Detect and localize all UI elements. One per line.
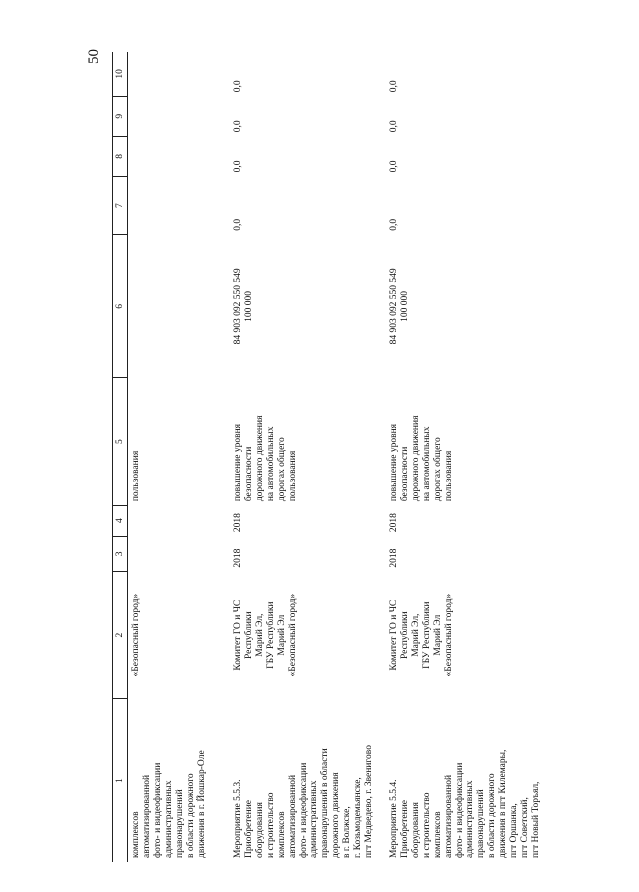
cell-description bbox=[230, 699, 386, 862]
text-line: оборудования bbox=[410, 802, 421, 858]
text-line: «Безопасный город» bbox=[287, 593, 298, 677]
text-line: ГБУ Республики bbox=[421, 601, 432, 669]
header-col-7: 7 bbox=[113, 176, 128, 234]
cell-description bbox=[386, 699, 545, 862]
text-line: 100 000 bbox=[243, 290, 254, 322]
text-line: на автомобильных bbox=[265, 426, 276, 502]
header-col-10: 10 bbox=[113, 52, 128, 96]
text-line: Мероприятие 5.5.3. bbox=[233, 779, 243, 858]
text-line: правонарушений bbox=[476, 789, 487, 858]
cell-executor bbox=[386, 572, 545, 699]
cell-start-year bbox=[128, 536, 231, 572]
cell-value-10: 0,0 bbox=[389, 80, 399, 93]
text-line: комплексов bbox=[131, 811, 141, 858]
text-line: в области дорожного bbox=[185, 773, 196, 858]
header-col-4: 4 bbox=[113, 505, 128, 536]
text-line: оборудования bbox=[254, 802, 265, 858]
header-col-8: 8 bbox=[113, 136, 128, 176]
header-col-5: 5 bbox=[113, 378, 128, 505]
cell-code bbox=[386, 235, 545, 378]
cell-value-7 bbox=[128, 176, 231, 234]
cell-value-9: 0,0 bbox=[233, 120, 243, 133]
cell-value-9: 0,0 bbox=[389, 120, 399, 133]
text-line: фото- и видеофиксации bbox=[298, 762, 309, 858]
header-col-9: 9 bbox=[113, 96, 128, 136]
text-line: 100 000 bbox=[399, 290, 410, 322]
table-row-continuation bbox=[128, 52, 231, 862]
text-line: повышение уровня bbox=[389, 423, 399, 502]
text-line: 84 903 092 550 549 bbox=[389, 268, 399, 345]
text-line: Комитет ГО и ЧС bbox=[389, 599, 399, 671]
text-line: безопасности bbox=[399, 446, 410, 502]
cell-value-8: 0,0 bbox=[233, 160, 243, 173]
text-line: и строительство bbox=[421, 792, 432, 858]
text-line: Приобретение bbox=[243, 800, 254, 858]
header-col-6: 6 bbox=[113, 235, 128, 378]
text-line: пгт Медведево, г. Звенигово bbox=[364, 745, 375, 858]
header-col-3: 3 bbox=[113, 536, 128, 572]
cell-end-year: 2018 bbox=[389, 513, 399, 533]
text-line: г. Козьмодемьянске, bbox=[353, 777, 364, 858]
header-row bbox=[113, 52, 128, 862]
header-col-2: 2 bbox=[113, 572, 128, 699]
text-line: пгт Оршанка, bbox=[509, 803, 520, 858]
text-line: дорожного движения bbox=[331, 772, 342, 858]
text-line: Марий Эл bbox=[432, 614, 443, 656]
text-line: автоматизированной bbox=[141, 774, 152, 858]
cell-result bbox=[386, 378, 545, 505]
cell-result bbox=[128, 378, 231, 505]
text-line: Мероприятие 5.5.4. bbox=[389, 779, 399, 858]
text-line: Республики bbox=[243, 611, 254, 660]
program-table bbox=[112, 52, 545, 862]
text-line: комплексов bbox=[432, 811, 443, 858]
text-line: автоматизированной bbox=[287, 774, 298, 858]
table-row bbox=[230, 52, 386, 862]
text-line: фото- и видеофиксации bbox=[152, 762, 163, 858]
text-line: дорогах общего bbox=[432, 437, 443, 502]
text-line: Марий Эл, bbox=[410, 613, 421, 657]
text-line: автоматизированной bbox=[443, 774, 454, 858]
text-line: дорогах общего bbox=[276, 437, 287, 502]
header-col-1: 1 bbox=[113, 699, 128, 862]
cell-code bbox=[230, 235, 386, 378]
cell-end-year bbox=[128, 505, 231, 536]
text-line: административных bbox=[465, 780, 476, 858]
text-line: ГБУ Республики bbox=[265, 601, 276, 669]
text-line: административных bbox=[309, 780, 320, 858]
text-line: комплексов bbox=[276, 811, 287, 858]
cell-start-year: 2018 bbox=[389, 548, 399, 568]
text-line: пользования bbox=[131, 450, 141, 502]
cell-start-year: 2018 bbox=[233, 548, 243, 568]
cell-value-8: 0,0 bbox=[389, 160, 399, 173]
rotated-table-sheet bbox=[112, 52, 541, 862]
cell-end-year: 2018 bbox=[233, 513, 243, 533]
cell-executor bbox=[128, 572, 231, 699]
cell-executor bbox=[230, 572, 386, 699]
text-line: Марий Эл bbox=[276, 614, 287, 656]
text-line: «Безопасный город» bbox=[131, 593, 141, 677]
text-line: движения в г. Йошкар-Оле bbox=[196, 750, 207, 858]
cell-value-7: 0,0 bbox=[233, 218, 243, 231]
page-number: 50 bbox=[86, 49, 102, 64]
cell-value-10: 0,0 bbox=[233, 80, 243, 93]
text-line: «Безопасный город» bbox=[443, 593, 454, 677]
text-line: в области дорожного bbox=[487, 773, 498, 858]
text-line: повышение уровня bbox=[233, 423, 243, 502]
cell-code bbox=[128, 235, 231, 378]
text-line: Марий Эл, bbox=[254, 613, 265, 657]
text-line: пользования bbox=[443, 450, 454, 502]
text-line: 84 903 092 550 549 bbox=[233, 268, 243, 345]
text-line: Республики bbox=[399, 611, 410, 660]
text-line: правонарушений в области bbox=[320, 748, 331, 858]
text-line: пгт Новый Торъял, bbox=[530, 781, 541, 858]
text-line: фото- и видеофиксации bbox=[454, 762, 465, 858]
text-line: и строительство bbox=[265, 792, 276, 858]
cell-value-8 bbox=[128, 136, 231, 176]
cell-value-7: 0,0 bbox=[389, 218, 399, 231]
text-line: правонарушений bbox=[174, 789, 185, 858]
text-line: безопасности bbox=[243, 446, 254, 502]
text-line: на автомобильных bbox=[421, 426, 432, 502]
cell-value-9 bbox=[128, 96, 231, 136]
text-line: Комитет ГО и ЧС bbox=[233, 599, 243, 671]
text-line: пользования bbox=[287, 450, 298, 502]
text-line: дорожного движения bbox=[254, 415, 265, 502]
cell-description bbox=[128, 699, 231, 862]
text-line: в г. Волжске, bbox=[342, 806, 353, 858]
text-line: дорожного движения bbox=[410, 415, 421, 502]
text-line: административных bbox=[163, 780, 174, 858]
cell-value-10 bbox=[128, 52, 231, 96]
table-row bbox=[386, 52, 545, 862]
text-line: Приобретение bbox=[399, 800, 410, 858]
cell-result bbox=[230, 378, 386, 505]
text-line: движения в пгт Килемары, bbox=[498, 749, 509, 858]
text-line: пгт Советский, bbox=[520, 797, 531, 858]
